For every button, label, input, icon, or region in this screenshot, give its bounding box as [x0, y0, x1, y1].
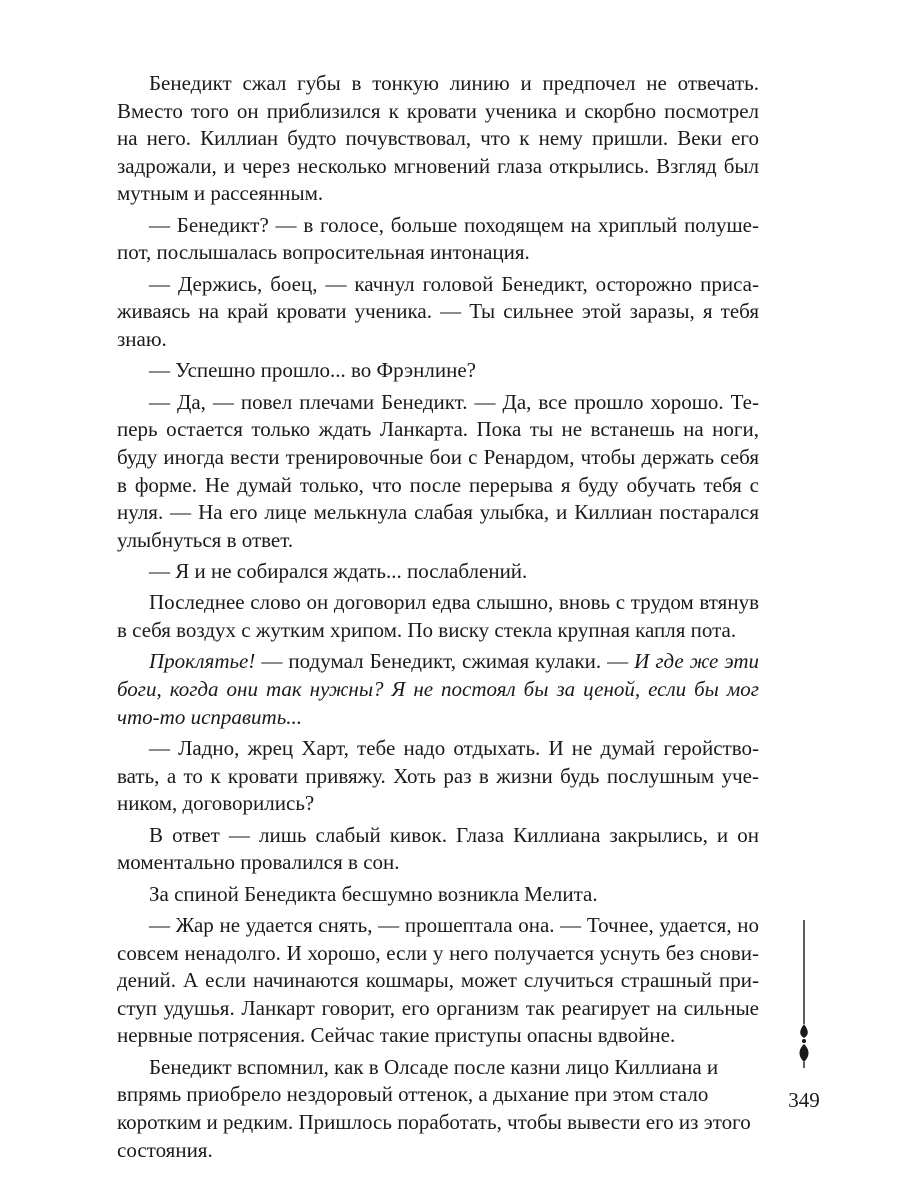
paragraph: [117, 271, 759, 354]
vertical-finial-ornament-icon: [794, 920, 814, 1068]
paragraph: [117, 558, 759, 586]
italic-text-run: И где же эти боги, когда они так нужны? Я не постоял бы за ценой, если бы мог что-то исправить...: [117, 649, 759, 729]
paragraph: [117, 735, 759, 818]
text-run: Бенедикт вспомнил, как в Олсаде после казни лицо Киллиана и впрямь приобрело нездоровый оттенок, а дыхание при этом стало коротким и редким. Пришлось поработать, чтобы вывести его из этого состояния.: [117, 1054, 751, 1162]
text-run: За спиной Бенедикта бесшумно возникла Мелита.: [149, 881, 598, 906]
body-text: [117, 70, 759, 1168]
text-run: Бенедикт сжал губы в тонкую линию и предпочел не отвечать. Вместо того он приблизился к кровати ученика и скорбно посмотрел на него. Киллиан будто почувствовал, что к нему пришли. Веки его задрожали, и через несколько мгновений глаза открылись. Взгляд был мутным и рассеянным.: [117, 71, 759, 206]
paragraph: [117, 912, 759, 1050]
paragraph: [117, 648, 759, 731]
paragraph: [117, 589, 759, 644]
paragraph: [117, 881, 759, 909]
text-run: В ответ — лишь слабый кивок. Глаза Киллиана закрылись, и он моментально провалился в сон.: [117, 822, 759, 875]
text-run: — Держись, боец, — качнул головой Бенедикт, осторожно присаживаясь на край кровати ученика. — Ты сильнее этой заразы, я тебя знаю.: [117, 271, 759, 351]
italic-text-run: Проклятье!: [149, 649, 256, 674]
text-run: — Успешно прошло... во Фрэнлине?: [149, 358, 477, 383]
paragraph: [117, 1054, 759, 1164]
paragraph: [117, 357, 759, 385]
paragraph: [117, 389, 759, 555]
paragraph: [117, 822, 759, 877]
paragraph: [117, 212, 759, 267]
text-run: — Я и не собирался ждать... послаблений.: [149, 559, 528, 584]
paragraph: [117, 70, 759, 208]
page-number: 349: [788, 1088, 820, 1112]
text-run: — Да, — повел плечами Бенедикт. — Да, все прошло хорошо. Теперь остается только ждать Ланкарта. Пока ты не встанешь на ноги, буду иногда вести тренировочные бои с Ренардом, чтобы держать себя в форме. Не думай только, что после перерыва я буду обучать тебя с нуля. — На его лице мелькнула слабая улыбка, и Киллиан постарался улыбнуться в ответ.: [117, 389, 759, 552]
text-run: — подумал Бенедикт, сжимая кулаки. —: [255, 649, 635, 674]
text-run: Последнее слово он договорил едва слышно, вновь с трудом втянув в себя воздух с жутким хрипом. По виску стекла крупная капля пота.: [117, 590, 759, 643]
text-run: — Жар не удается снять, — прошептала она. — Точнее, удается, но совсем ненадолго. И хорошо, если у него получается уснуть без сновидений. А если начинаются кошмары, может случиться страшный приступ удушья. Ланкарт говорит, его организм так реагирует на сильные нервные потрясения. Сейчас такие приступы опасны вдвойне.: [117, 912, 759, 1048]
text-run: — Ладно, жрец Харт, тебе надо отдыхать. И не думай геройствовать, а то к кровати привяжу. Хоть раз в жизни будь послушным учеником, договорились?: [117, 736, 759, 816]
text-run: — Бенедикт? — в голосе, больше походящем на хриплый полушепот, послышалась вопросительная интонация.: [117, 212, 759, 265]
